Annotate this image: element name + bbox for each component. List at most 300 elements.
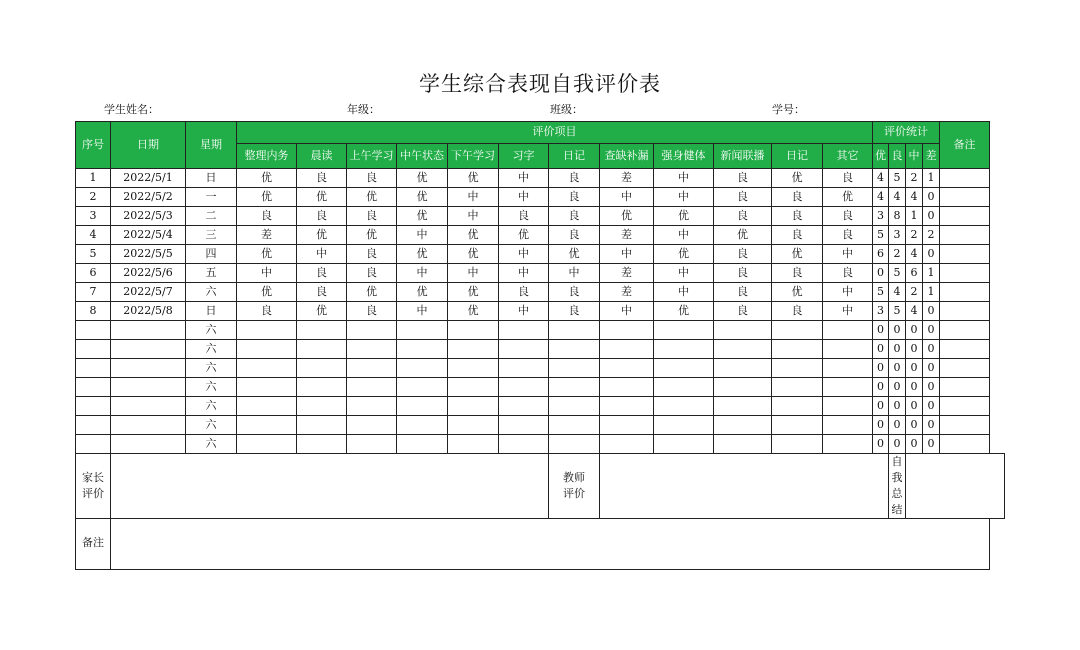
rating-cell [600,359,654,378]
rating-cell: 差 [600,169,654,188]
notes-cell [940,340,990,359]
stat-cell: 1 [923,283,940,302]
rating-cell [772,416,823,435]
table-row [76,207,1005,226]
table-row [76,169,1005,188]
student-name-label: 学生姓名： [104,103,159,116]
header-row-1 [76,122,1005,144]
rating-cell: 优 [237,188,297,207]
class-label: 班级： [550,103,583,116]
table-row [76,302,1005,321]
rating-cell: 优 [772,283,823,302]
rating-cell: 优 [237,169,297,188]
table-row [76,378,1005,397]
stat-cell: 0 [889,321,906,340]
rating-cell: 优 [654,245,714,264]
header-weekday: 星期 [186,122,237,169]
self-summary-label: 自我 总结 [889,454,906,519]
rating-cell [297,397,347,416]
rating-cell [397,340,448,359]
self-summary-area [906,454,1005,519]
date-cell [111,378,186,397]
rating-cell: 良 [347,245,397,264]
stat-cell: 0 [923,321,940,340]
header-item: 强身健体 [654,144,714,169]
rating-cell: 优 [297,302,347,321]
seq-cell [76,397,111,416]
rating-cell: 良 [823,207,873,226]
rating-cell [549,435,600,454]
stat-cell: 2 [906,169,923,188]
rating-cell [347,435,397,454]
rating-cell: 良 [823,169,873,188]
parent-eval-label: 家长 评价 [76,454,111,519]
rating-cell: 良 [714,169,772,188]
teacher-eval-label: 教师 评价 [549,454,600,519]
weekday-cell: 六 [186,359,237,378]
rating-cell [549,321,600,340]
rating-cell: 良 [297,283,347,302]
rating-cell: 良 [237,302,297,321]
header-item: 上午学习 [347,144,397,169]
rating-cell [714,321,772,340]
header-items-group: 评价项目 [237,122,873,144]
rating-cell [772,359,823,378]
stat-cell: 0 [906,321,923,340]
rating-cell: 良 [499,283,549,302]
table-row [76,359,1005,378]
rating-cell [397,416,448,435]
rating-cell [823,359,873,378]
rating-cell: 优 [448,302,499,321]
rating-cell [714,397,772,416]
date-cell [111,359,186,378]
table-row [76,283,1005,302]
weekday-cell: 六 [186,378,237,397]
seq-cell [76,321,111,340]
rating-cell: 中 [654,226,714,245]
rating-cell [448,321,499,340]
stat-cell: 0 [889,416,906,435]
rating-cell: 中 [448,188,499,207]
rating-cell: 中 [654,169,714,188]
rating-cell: 良 [549,226,600,245]
rating-cell [772,340,823,359]
rating-cell: 优 [347,226,397,245]
rating-cell [714,435,772,454]
rating-cell: 良 [714,245,772,264]
rating-cell [823,416,873,435]
rating-cell: 中 [549,264,600,283]
notes-cell [940,207,990,226]
table-row [76,321,1005,340]
rating-cell: 中 [397,226,448,245]
date-cell: 2022/5/2 [111,188,186,207]
stat-cell: 8 [889,207,906,226]
rating-cell [714,378,772,397]
rating-cell: 良 [549,302,600,321]
rating-cell [772,321,823,340]
rating-cell: 优 [600,207,654,226]
weekday-cell: 五 [186,264,237,283]
stat-cell: 0 [889,340,906,359]
rating-cell: 优 [397,207,448,226]
rating-cell [237,378,297,397]
rating-cell: 中 [499,188,549,207]
rating-cell: 中 [654,188,714,207]
stat-cell: 5 [889,302,906,321]
stat-cell: 0 [873,397,889,416]
feedback-row [76,454,1005,519]
rating-cell: 良 [347,302,397,321]
rating-cell: 优 [448,169,499,188]
weekday-cell: 六 [186,397,237,416]
rating-cell: 良 [549,207,600,226]
rating-cell [600,416,654,435]
seq-cell [76,359,111,378]
stat-cell: 0 [906,340,923,359]
stat-cell: 0 [906,397,923,416]
rating-cell: 中 [600,188,654,207]
grade-label: 年级： [347,103,380,116]
rating-cell [297,435,347,454]
rating-cell [297,378,347,397]
rating-cell [237,416,297,435]
rating-cell [499,340,549,359]
seq-cell: 1 [76,169,111,188]
rating-cell [397,321,448,340]
rating-cell [448,359,499,378]
weekday-cell: 四 [186,245,237,264]
stat-cell: 0 [873,321,889,340]
header-stat: 良 [889,144,906,169]
header-seq: 序号 [76,122,111,169]
rating-cell [654,397,714,416]
rating-cell [397,359,448,378]
stat-cell: 0 [873,359,889,378]
rating-cell [549,416,600,435]
seq-cell: 6 [76,264,111,283]
weekday-cell: 二 [186,207,237,226]
rating-cell [297,321,347,340]
rating-cell: 优 [772,245,823,264]
rating-cell: 良 [714,302,772,321]
rating-cell: 优 [237,245,297,264]
rating-cell: 优 [448,226,499,245]
stat-cell: 3 [889,226,906,245]
rating-cell: 优 [499,226,549,245]
rating-cell [714,340,772,359]
stat-cell: 0 [906,435,923,454]
rating-cell: 优 [397,245,448,264]
rating-cell [499,378,549,397]
table-row [76,245,1005,264]
rating-cell: 差 [600,226,654,245]
rating-cell [448,378,499,397]
rating-cell [823,378,873,397]
rating-cell [397,397,448,416]
rating-cell: 良 [772,226,823,245]
rating-cell [297,359,347,378]
stat-cell: 4 [906,188,923,207]
date-cell [111,416,186,435]
rating-cell [499,416,549,435]
rating-cell [654,359,714,378]
rating-cell [448,340,499,359]
seq-cell: 3 [76,207,111,226]
stat-cell: 0 [906,359,923,378]
rating-cell: 差 [600,283,654,302]
stat-cell: 0 [906,378,923,397]
stat-cell: 3 [873,207,889,226]
rating-cell [347,378,397,397]
header-stats-group: 评价统计 [873,122,940,144]
date-cell: 2022/5/4 [111,226,186,245]
weekday-cell: 一 [186,188,237,207]
rating-cell: 优 [297,226,347,245]
rating-cell: 优 [347,188,397,207]
rating-cell: 良 [772,207,823,226]
stat-cell: 0 [923,435,940,454]
rating-cell: 差 [237,226,297,245]
rating-cell: 良 [347,264,397,283]
rating-cell [823,340,873,359]
rating-cell: 良 [772,264,823,283]
stat-cell: 0 [889,359,906,378]
rating-cell: 良 [714,283,772,302]
stat-cell: 5 [873,283,889,302]
rating-cell: 中 [499,245,549,264]
date-cell: 2022/5/5 [111,245,186,264]
rating-cell [600,321,654,340]
parent-eval-area [111,454,549,519]
stat-cell: 0 [923,207,940,226]
rating-cell: 中 [448,207,499,226]
rating-cell [237,321,297,340]
notes-cell [940,245,990,264]
rating-cell: 良 [549,188,600,207]
rating-cell [549,378,600,397]
weekday-cell: 六 [186,340,237,359]
date-cell [111,340,186,359]
notes-cell [940,359,990,378]
weekday-cell: 六 [186,321,237,340]
rating-cell: 中 [448,264,499,283]
header-item: 整理内务 [237,144,297,169]
rating-cell: 中 [600,245,654,264]
date-cell [111,321,186,340]
rating-cell: 优 [823,188,873,207]
rating-cell: 良 [297,169,347,188]
notes-cell [940,435,990,454]
rating-cell [397,378,448,397]
stat-cell: 1 [923,264,940,283]
stat-cell: 6 [906,264,923,283]
header-stat: 优 [873,144,889,169]
rating-cell: 中 [654,264,714,283]
notes-row [76,518,1005,569]
rating-cell [297,416,347,435]
stat-cell: 1 [923,169,940,188]
weekday-cell: 六 [186,435,237,454]
rating-cell: 优 [654,302,714,321]
stat-cell: 2 [906,226,923,245]
seq-cell: 5 [76,245,111,264]
evaluation-table [75,121,1005,570]
rating-cell [654,321,714,340]
header-item: 习字 [499,144,549,169]
rating-cell [549,340,600,359]
rating-cell: 良 [714,264,772,283]
stat-cell: 5 [889,169,906,188]
rating-cell [772,435,823,454]
stat-cell: 0 [923,378,940,397]
weekday-cell: 六 [186,283,237,302]
stat-cell: 0 [873,435,889,454]
rating-cell: 优 [297,188,347,207]
rating-cell: 优 [448,283,499,302]
header-item: 查缺补漏 [600,144,654,169]
seq-cell [76,340,111,359]
rating-cell: 中 [397,264,448,283]
table-row [76,340,1005,359]
stat-cell: 6 [873,245,889,264]
rating-cell [714,416,772,435]
rating-cell: 优 [654,207,714,226]
rating-cell: 良 [347,207,397,226]
rating-cell [499,321,549,340]
date-cell: 2022/5/7 [111,283,186,302]
header-item: 中午状态 [397,144,448,169]
seq-cell: 4 [76,226,111,245]
seq-cell: 2 [76,188,111,207]
table-row [76,226,1005,245]
rating-cell [448,397,499,416]
rating-cell [600,435,654,454]
rating-cell: 中 [397,302,448,321]
stat-cell: 2 [906,283,923,302]
table-row [76,416,1005,435]
stat-cell: 0 [889,435,906,454]
rating-cell: 良 [499,207,549,226]
rating-cell: 良 [772,188,823,207]
rating-cell: 良 [237,207,297,226]
stat-cell: 2 [923,226,940,245]
rating-cell [549,359,600,378]
rating-cell [772,397,823,416]
stat-cell: 4 [906,302,923,321]
rating-cell: 优 [397,188,448,207]
rating-cell [772,378,823,397]
seq-cell [76,378,111,397]
stat-cell: 0 [923,359,940,378]
rating-cell: 中 [237,264,297,283]
notes-cell [940,416,990,435]
table-row [76,188,1005,207]
date-cell: 2022/5/1 [111,169,186,188]
stat-cell: 0 [889,397,906,416]
rating-cell [347,340,397,359]
header-notes: 备注 [940,122,990,169]
stat-cell: 5 [873,226,889,245]
rating-cell [297,340,347,359]
notes-cell [940,302,990,321]
rating-cell [237,340,297,359]
stat-cell: 2 [889,245,906,264]
rating-cell: 优 [397,169,448,188]
header-item: 下午学习 [448,144,499,169]
rating-cell [347,359,397,378]
weekday-cell: 日 [186,169,237,188]
header-stat: 差 [923,144,940,169]
rating-cell: 良 [772,302,823,321]
notes-label: 备注 [76,518,111,569]
rating-cell: 优 [549,245,600,264]
rating-cell: 优 [237,283,297,302]
date-cell: 2022/5/8 [111,302,186,321]
header-date: 日期 [111,122,186,169]
stat-cell: 0 [873,340,889,359]
stat-cell: 4 [873,169,889,188]
rating-cell [347,321,397,340]
stat-cell: 4 [873,188,889,207]
stat-cell: 0 [906,416,923,435]
notes-cell [940,169,990,188]
rating-cell: 良 [714,207,772,226]
rating-cell: 优 [448,245,499,264]
notes-area [111,518,990,569]
rating-cell: 良 [297,207,347,226]
seq-cell: 7 [76,283,111,302]
weekday-cell: 日 [186,302,237,321]
rating-cell [448,416,499,435]
rating-cell: 中 [823,283,873,302]
table-row [76,397,1005,416]
rating-cell: 优 [397,283,448,302]
stat-cell: 0 [923,340,940,359]
notes-cell [940,188,990,207]
rating-cell: 中 [499,264,549,283]
rating-cell [347,397,397,416]
stat-cell: 3 [873,302,889,321]
stat-cell: 4 [889,283,906,302]
rating-cell [654,378,714,397]
date-cell: 2022/5/3 [111,207,186,226]
page-title: 学生综合表现自我评价表 [419,72,661,96]
rating-cell: 良 [823,264,873,283]
rating-cell [823,397,873,416]
rating-cell: 良 [549,169,600,188]
rating-cell: 良 [823,226,873,245]
rating-cell [823,321,873,340]
rating-cell: 中 [297,245,347,264]
weekday-cell: 三 [186,226,237,245]
rating-cell [600,340,654,359]
rating-cell: 优 [772,169,823,188]
date-cell [111,435,186,454]
rating-cell: 良 [297,264,347,283]
rating-cell: 中 [654,283,714,302]
rating-cell [714,359,772,378]
stat-cell: 4 [906,245,923,264]
student-id-label: 学号： [772,103,805,116]
weekday-cell: 六 [186,416,237,435]
seq-cell: 8 [76,302,111,321]
rating-cell [397,435,448,454]
rating-cell: 中 [823,245,873,264]
rating-cell: 中 [499,169,549,188]
seq-cell [76,416,111,435]
